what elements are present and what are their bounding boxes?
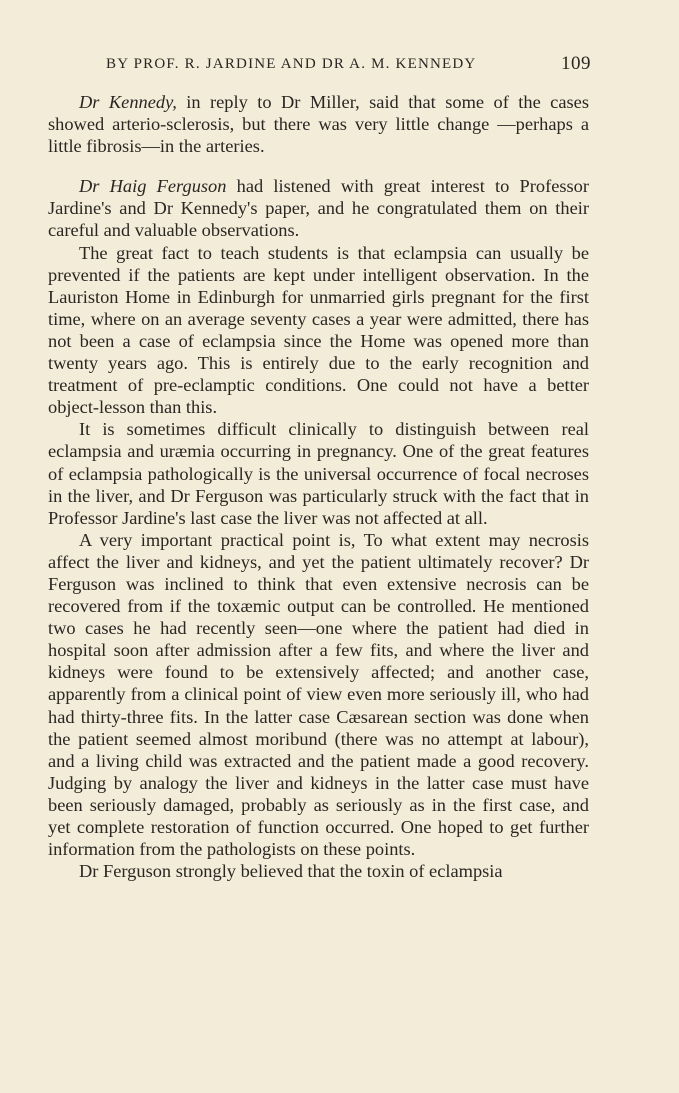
paragraph-text: in reply to Dr Miller, said that some of the cases showed arterio-sclerosis, but there was very little change —perhaps a little fibrosis—in the arteries. [48, 92, 589, 157]
paragraph-text: had listened with great interest to Professor Jardine's and Dr Kennedy's paper, and he congratulated them on their careful and valuable observations. [48, 176, 589, 241]
paragraph-text: Dr Ferguson strongly believed that the toxin of eclampsia [79, 861, 503, 882]
body-text [48, 91, 589, 882]
page-number: 109 [561, 53, 591, 74]
paragraph-kennedy-reply [48, 91, 589, 157]
speaker-name: Dr Kennedy, [79, 92, 177, 112]
paragraph-prevention [48, 242, 589, 419]
paragraph-toxin [48, 860, 589, 882]
running-header [48, 52, 589, 76]
paragraph-text: The great fact to teach students is that eclampsia can usually be prevented if the patients are kept under intelligent observation. In the Lauriston Home in Edinburgh for unmarried girls pregnant for the first time, where on an average seventy cases a year were admitted, there has not been a case of eclampsia since the Home was opened more than twenty years ago. This is entirely due to the early recognition and treatment of pre-eclamptic conditions. One could not have a better object-lesson than this. [48, 242, 589, 418]
paragraph-text: It is sometimes difficult clinically to distinguish between real eclampsia and uræmia occurring in pregnancy. One of the great features of eclampsia pathologically is the universal occurrence of focal necroses in the liver, and Dr Ferguson was particularly struck with the fact that in Professor Jardine's last case the liver was not affected at all. [48, 419, 589, 528]
running-title: BY PROF. R. JARDINE AND DR A. M. KENNEDY [106, 56, 477, 72]
paragraph-text: A very important practical point is, To what extent may necrosis affect the liver and kidneys, and yet the patient ultimately recover? Dr Ferguson was inclined to think that even extensive necrosis can be recovered from if the toxæmic output can be controlled. He mentioned two cases he had recently seen—one where the patient had died in hospital soon after admission after a few fits, and where the liver and kidneys were found to be extensively affected; and another case, apparently from a clinical point of view even more seriously ill, who had had thirty-three fits. In the latter case Cæsarean section was done when the patient seemed almost moribund (there was no attempt at labour), and a living child was extracted and the patient made a good recovery. Judging by analogy the liver and kidneys in the latter case must have been seriously damaged, probably as seriously as in the first case, and yet complete restoration of function occurred. One hoped to get further information from the pathologists on these points. [48, 529, 589, 860]
paragraph-ferguson-intro [48, 175, 589, 241]
paragraph-diagnosis [48, 418, 589, 528]
speaker-name: Dr Haig Ferguson [79, 176, 227, 197]
paragraph-necrosis-recovery [48, 529, 589, 860]
